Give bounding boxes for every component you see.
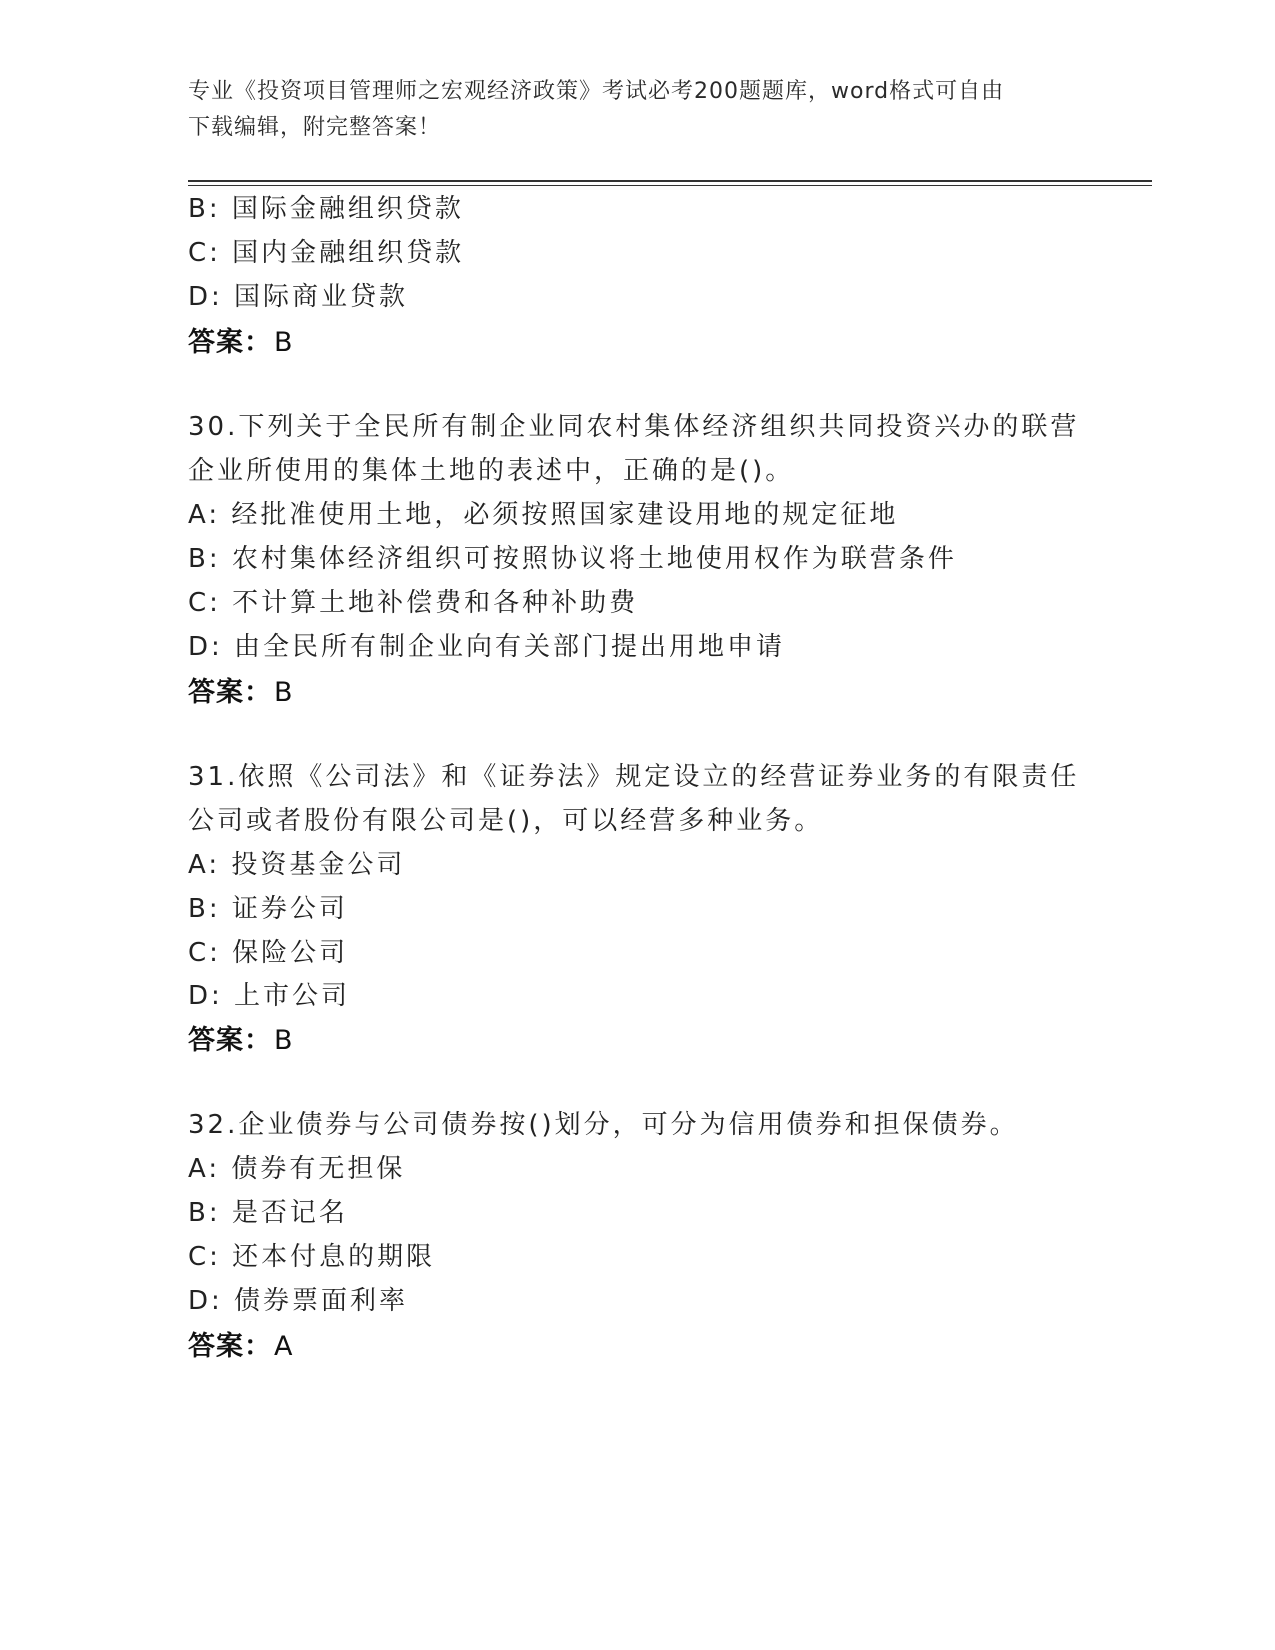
q30-answer <box>188 670 293 709</box>
answer-label: 答案： <box>188 327 272 358</box>
header-line-1: 专业《投资项目管理师之宏观经济政策》考试必考200题题库，word格式可自由 <box>188 79 1005 104</box>
answer-label: 答案： <box>188 677 272 708</box>
q30-option-c: C: 不计算土地补偿费和各种补助费 <box>188 588 639 618</box>
header-rule-thick <box>188 180 1152 182</box>
answer-value: B <box>274 677 293 708</box>
answer-value: A <box>274 1331 293 1362</box>
q31-option-b: B: 证券公司 <box>188 894 348 924</box>
q31-option-c: C: 保险公司 <box>188 938 349 968</box>
q32-answer <box>188 1324 292 1363</box>
q29-option-c: C: 国内金融组织贷款 <box>188 238 465 268</box>
q29-option-b: B: 国际金融组织贷款 <box>188 194 464 224</box>
q32-option-d: D: 债券票面利率 <box>188 1286 409 1316</box>
answer-value: B <box>274 327 293 358</box>
q30-stem-line-1: 30.下列关于全民所有制企业同农村集体经济组织共同投资兴办的联营 <box>188 412 1080 442</box>
answer-value: B <box>274 1025 293 1056</box>
q32-option-b: B: 是否记名 <box>188 1198 348 1228</box>
q29-answer <box>188 320 293 359</box>
answer-label: 答案： <box>188 1331 272 1362</box>
q32-option-c: C: 还本付息的期限 <box>188 1242 436 1272</box>
answer-label: 答案： <box>188 1025 272 1056</box>
q31-answer <box>188 1018 293 1057</box>
header-line-2: 下载编辑，附完整答案！ <box>188 115 442 140</box>
header-rule-thin <box>188 185 1152 186</box>
q31-option-a: A: 投资基金公司 <box>188 850 406 880</box>
q32-stem-line-1: 32.企业债券与公司债券按()划分，可分为信用债券和担保债券。 <box>188 1110 1019 1140</box>
q30-option-b: B: 农村集体经济组织可按照协议将土地使用权作为联营条件 <box>188 544 957 574</box>
q30-stem-line-2: 企业所使用的集体土地的表述中，正确的是()。 <box>188 456 795 486</box>
q31-stem-line-1: 31.依照《公司法》和《证券法》规定设立的经营证券业务的有限责任 <box>188 762 1080 792</box>
q31-stem-line-2: 公司或者股份有限公司是()，可以经营多种业务。 <box>188 806 824 836</box>
q29-option-d: D: 国际商业贷款 <box>188 282 409 312</box>
q32-option-a: A: 债券有无担保 <box>188 1154 406 1184</box>
q30-option-d: D: 由全民所有制企业向有关部门提出用地申请 <box>188 632 786 662</box>
q31-option-d: D: 上市公司 <box>188 981 351 1011</box>
q30-option-a: A: 经批准使用土地，必须按照国家建设用地的规定征地 <box>188 500 899 530</box>
document-header <box>188 74 1068 146</box>
